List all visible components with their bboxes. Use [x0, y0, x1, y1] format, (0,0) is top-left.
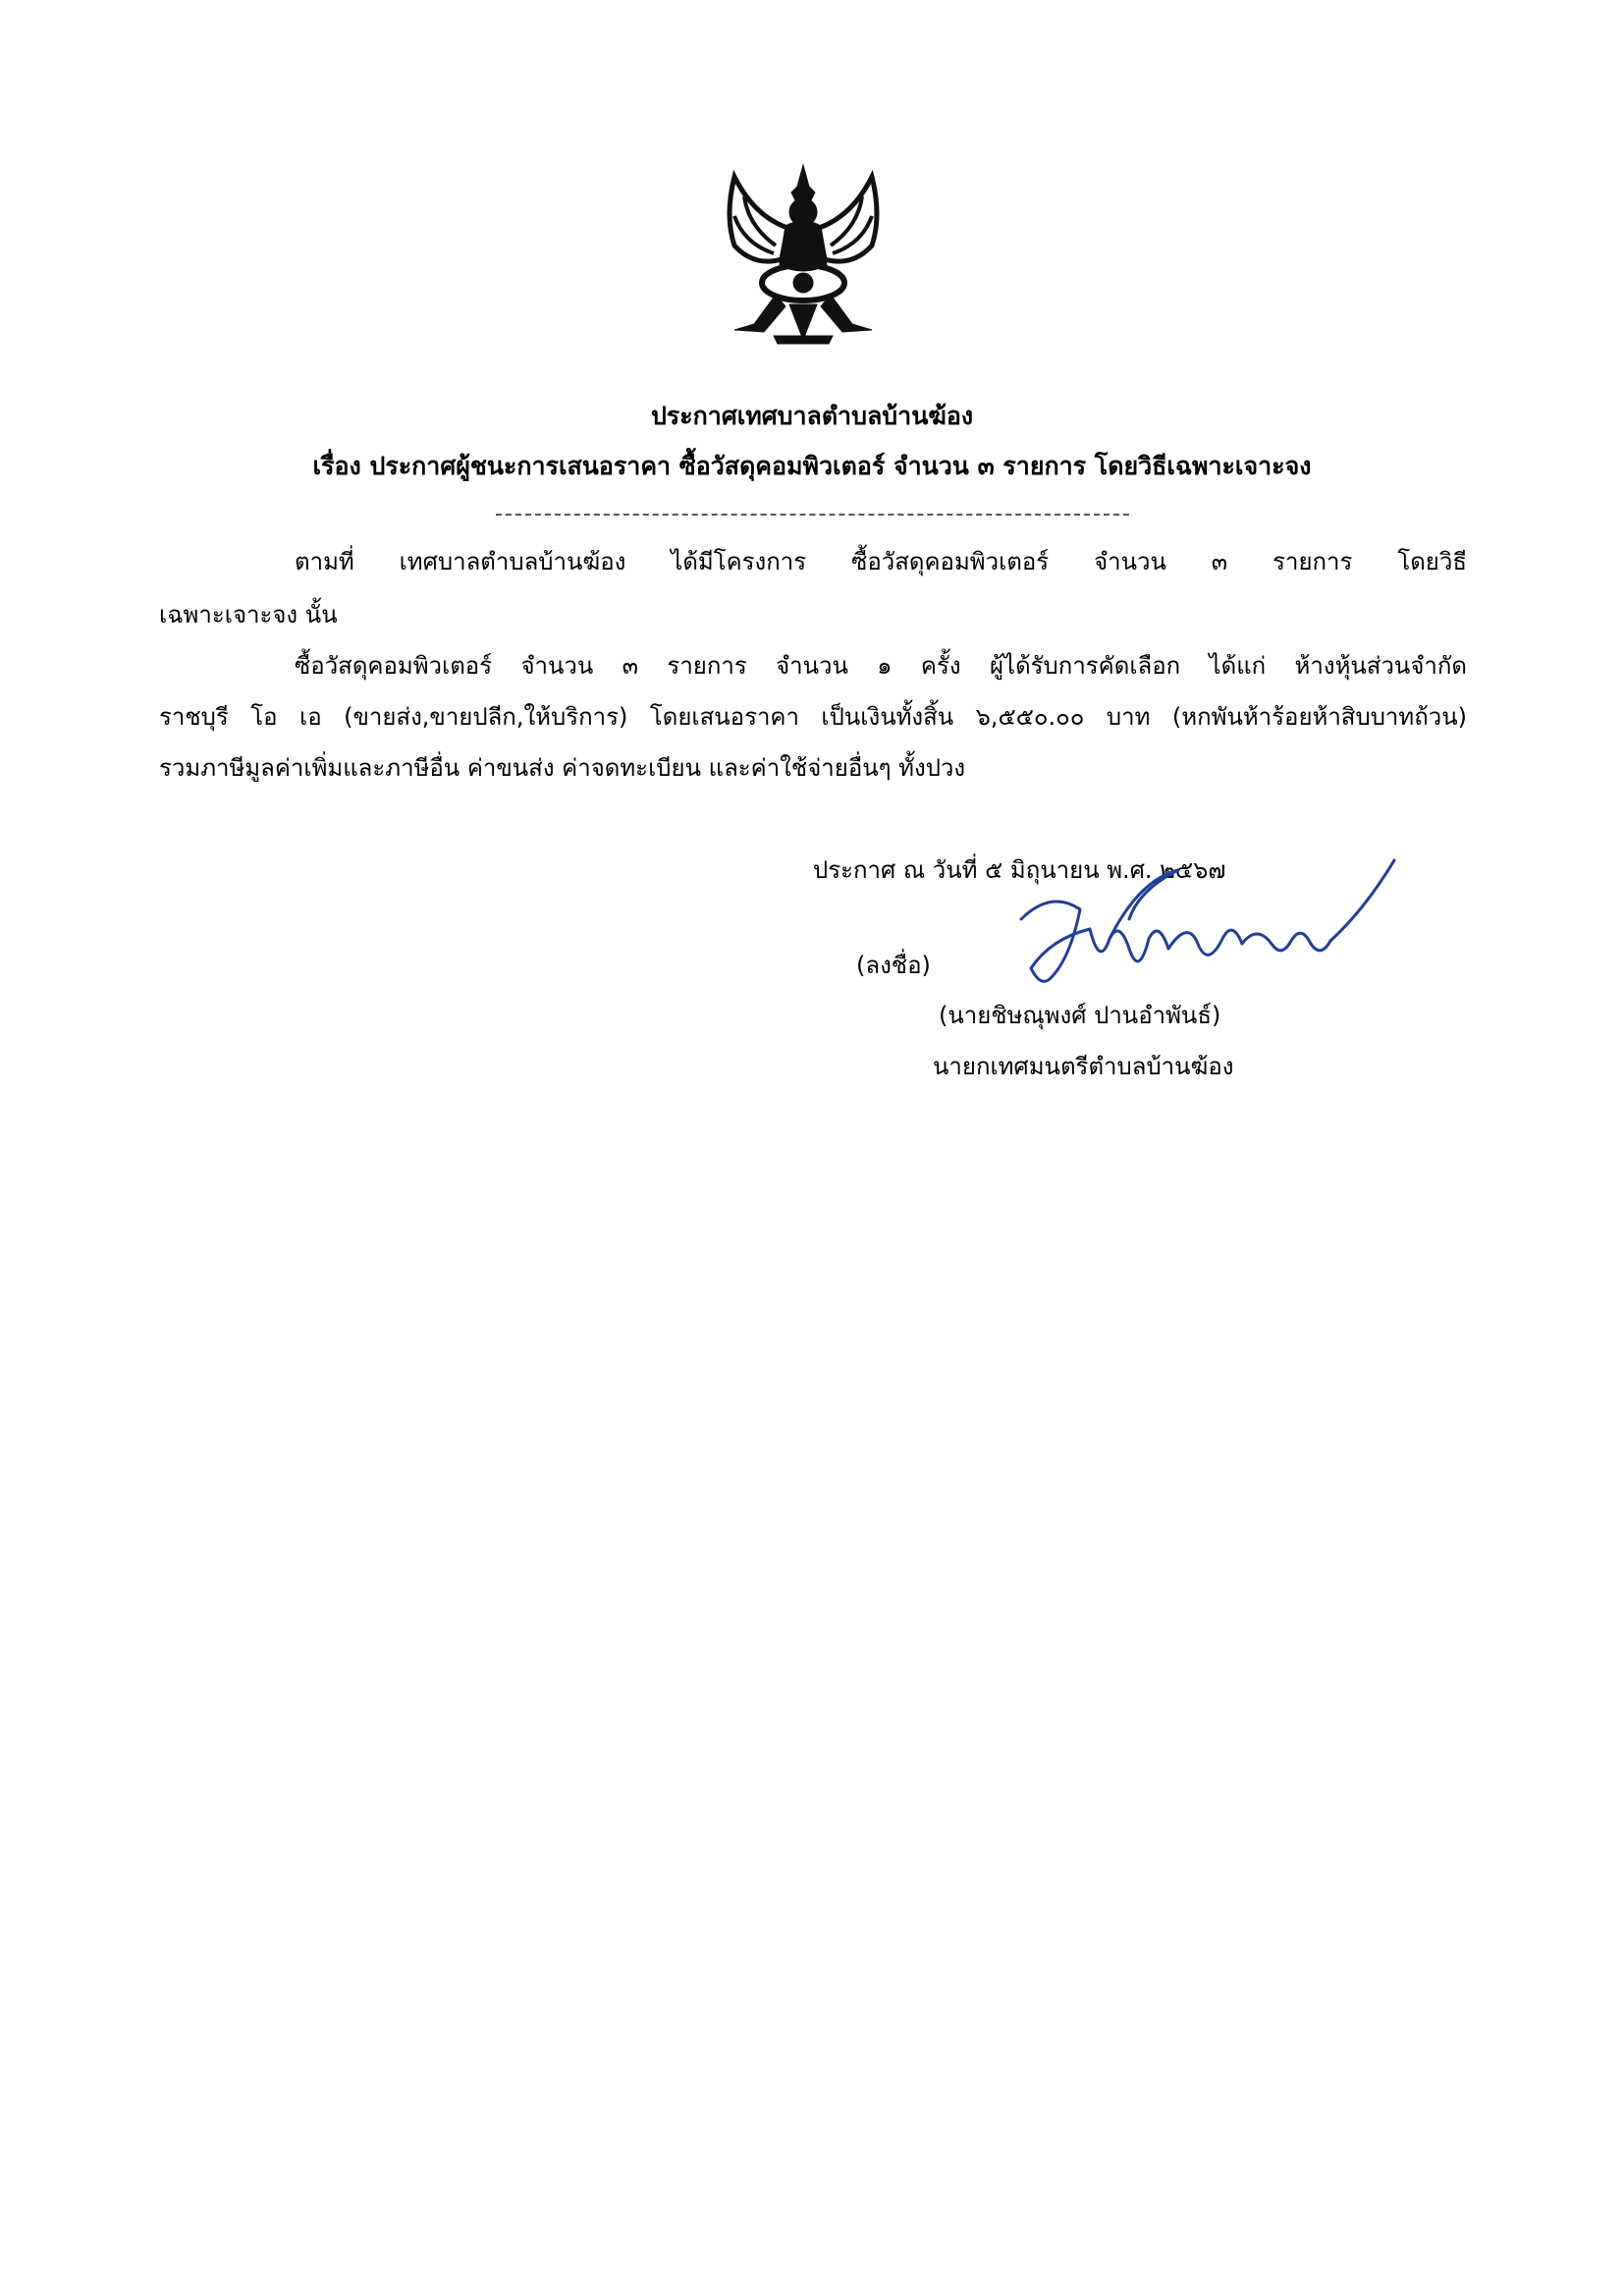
- paragraph-2-line-1: ซื้อวัสดุคอมพิวเตอร์ จำนวน ๓ รายการ จำนวน ๑ ครั้ง ผู้ได้รับการคัดเลือก ได้แก่ ห้างหุ้นส่วนจำกัด: [295, 652, 1467, 680]
- handwritten-signature: [992, 850, 1404, 1017]
- announcement-title: ประกาศเทศบาลตำบลบ้านฆ้อง: [650, 402, 974, 430]
- paragraph-1-line-1: ตามที่ เทศบาลตำบลบ้านฆ้อง ได้มีโครงการ ซื้อวัสดุคอมพิวเตอร์ จำนวน ๓ รายการ โดยวิธี: [295, 548, 1467, 575]
- title-divider: [496, 514, 1129, 516]
- paragraph-2-line-2: ราชบุรี โอ เอ (ขายส่ง,ขายปลีก,ให้บริการ) โดยเสนอราคา เป็นเงินทั้งสิ้น ๖,๕๕๐.๐๐ บาท (หกพันห้าร้อยห้าสิบบาทถ้วน): [159, 703, 1467, 731]
- signer-name: (นายชิษณุพงศ์ ปานอำพันธ์): [939, 1002, 1221, 1029]
- signed-label: (ลงชื่อ): [856, 952, 931, 979]
- paragraph-2-line-3: รวมภาษีมูลค่าเพิ่มและภาษีอื่น ค่าขนส่ง ค่าจดทะเบียน และค่าใช้จ่ายอื่นๆ ทั้งปวง: [159, 754, 966, 782]
- announcement-subject: เรื่อง ประกาศผู้ชนะการเสนอราคา ซื้อวัสดุคอมพิวเตอร์ จำนวน ๓ รายการ โดยวิธีเฉพาะเจาะจง: [312, 452, 1312, 480]
- announcement-date: ประกาศ ณ วันที่ ๕ มิถุนายน พ.ศ. ๒๕๖๗: [813, 856, 1226, 884]
- garuda-emblem-icon: [705, 157, 901, 354]
- paragraph-1-line-2: เฉพาะเจาะจง นั้น: [159, 601, 338, 629]
- signer-position: นายกเทศมนตรีตำบลบ้านฆ้อง: [933, 1053, 1234, 1080]
